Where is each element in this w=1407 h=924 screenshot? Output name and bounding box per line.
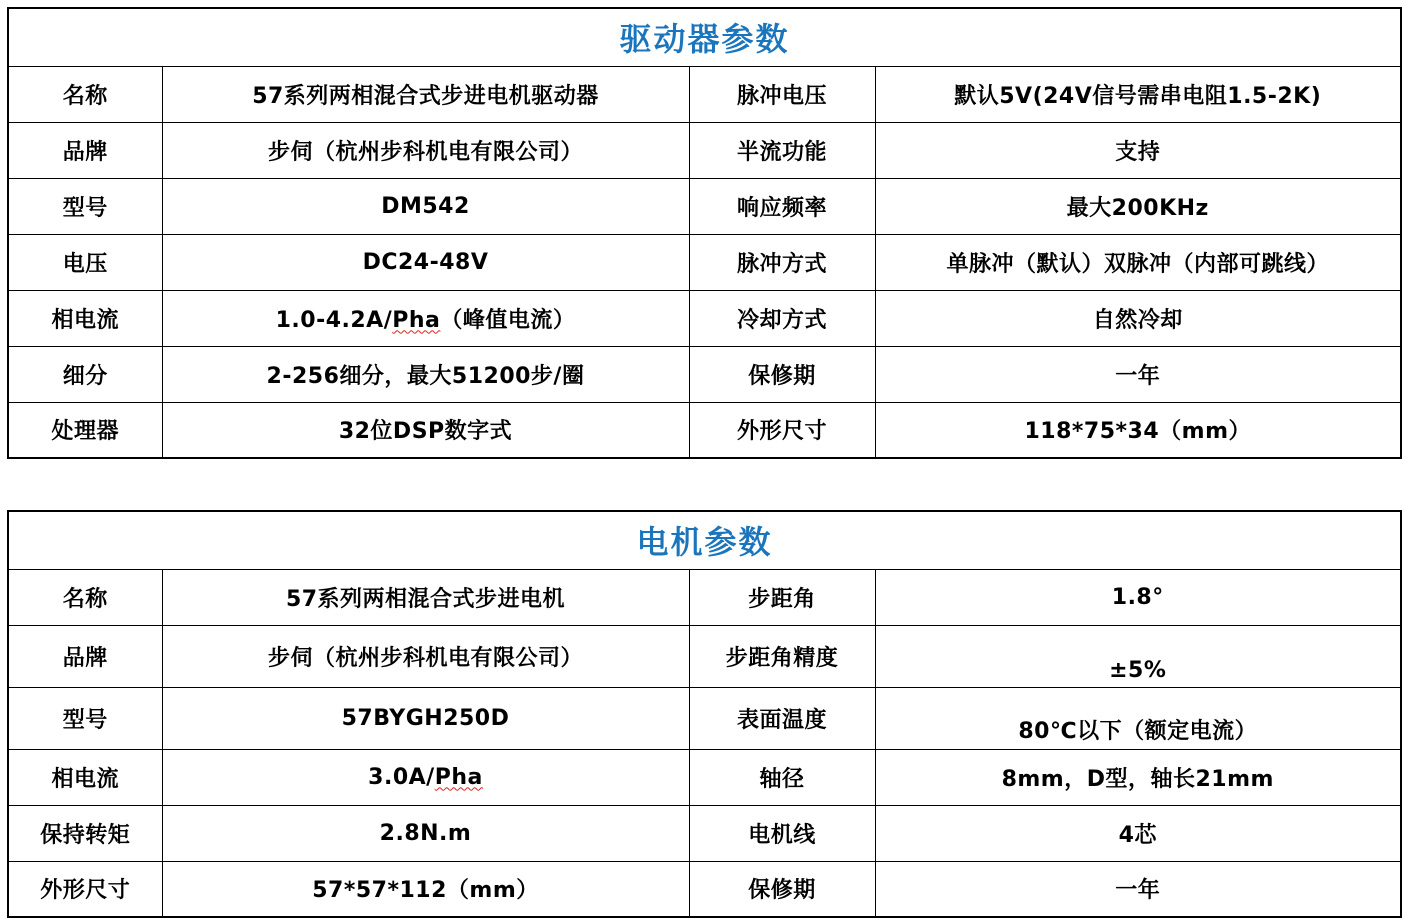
table-row <box>8 402 1401 458</box>
param-value: 一年 <box>875 346 1401 402</box>
param-label: 电压 <box>8 234 162 290</box>
table-row <box>8 66 1401 122</box>
param-label: 轴径 <box>689 749 875 805</box>
param-value: DM542 <box>162 178 689 234</box>
param-label: 外形尺寸 <box>689 402 875 458</box>
param-label: 处理器 <box>8 402 162 458</box>
table-title: 驱动器参数 <box>8 8 1401 66</box>
param-value: 57BYGH250D <box>162 687 689 749</box>
table-title-row <box>8 8 1401 66</box>
table-row <box>8 178 1401 234</box>
param-value: 118*75*34（mm） <box>875 402 1401 458</box>
param-value: ±5% <box>875 625 1401 687</box>
param-value: 57系列两相混合式步进电机驱动器 <box>162 66 689 122</box>
param-label: 脉冲方式 <box>689 234 875 290</box>
param-value: 32位DSP数字式 <box>162 402 689 458</box>
param-value: 57*57*112（mm） <box>162 861 689 917</box>
param-value: 4芯 <box>875 805 1401 861</box>
param-label: 保持转矩 <box>8 805 162 861</box>
table-row <box>8 346 1401 402</box>
param-value: 自然冷却 <box>875 290 1401 346</box>
param-label: 电机线 <box>689 805 875 861</box>
param-label: 名称 <box>8 66 162 122</box>
spellcheck-underlined-text: Pha <box>392 307 441 333</box>
param-value <box>162 290 689 346</box>
value-part: 1.0-4.2A/ <box>275 307 393 333</box>
param-value: 单脉冲（默认）双脉冲（内部可跳线） <box>875 234 1401 290</box>
param-label: 细分 <box>8 346 162 402</box>
param-value: 8mm，D型，轴长21mm <box>875 749 1401 805</box>
param-label: 品牌 <box>8 625 162 687</box>
param-label: 步距角精度 <box>689 625 875 687</box>
table-title-row <box>8 511 1401 569</box>
param-value: DC24-48V <box>162 234 689 290</box>
driver-params-table <box>7 7 1402 459</box>
table-row <box>8 290 1401 346</box>
param-value: 步伺（杭州步科机电有限公司） <box>162 122 689 178</box>
param-label: 相电流 <box>8 290 162 346</box>
param-label: 表面温度 <box>689 687 875 749</box>
motor-params-table <box>7 510 1402 918</box>
table-title: 电机参数 <box>8 511 1401 569</box>
param-label: 步距角 <box>689 569 875 625</box>
param-value: 2-256细分，最大51200步/圈 <box>162 346 689 402</box>
param-value: 一年 <box>875 861 1401 917</box>
param-value: 57系列两相混合式步进电机 <box>162 569 689 625</box>
table-row <box>8 861 1401 917</box>
param-label: 响应频率 <box>689 178 875 234</box>
table-row <box>8 122 1401 178</box>
param-value: 最大200KHz <box>875 178 1401 234</box>
param-label: 脉冲电压 <box>689 66 875 122</box>
table-row <box>8 569 1401 625</box>
value-part: 3.0A/ <box>368 764 435 790</box>
param-label: 型号 <box>8 178 162 234</box>
param-label: 半流功能 <box>689 122 875 178</box>
param-value: 2.8N.m <box>162 805 689 861</box>
param-value: 支持 <box>875 122 1401 178</box>
param-value: 步伺（杭州步科机电有限公司） <box>162 625 689 687</box>
param-label: 名称 <box>8 569 162 625</box>
param-label: 品牌 <box>8 122 162 178</box>
param-label: 外形尺寸 <box>8 861 162 917</box>
param-value: 默认5V(24V信号需串电阻1.5-2K) <box>875 66 1401 122</box>
table-row <box>8 625 1401 687</box>
param-value: 1.8° <box>875 569 1401 625</box>
param-label: 保修期 <box>689 346 875 402</box>
param-label: 冷却方式 <box>689 290 875 346</box>
param-label: 相电流 <box>8 749 162 805</box>
spellcheck-underlined-text: Pha <box>434 764 483 790</box>
param-value <box>162 749 689 805</box>
table-row <box>8 234 1401 290</box>
table-row <box>8 687 1401 749</box>
table-row <box>8 805 1401 861</box>
table-row <box>8 749 1401 805</box>
param-label: 型号 <box>8 687 162 749</box>
param-label: 保修期 <box>689 861 875 917</box>
value-part: （峰值电流） <box>440 307 576 333</box>
param-value: 80℃以下（额定电流） <box>875 687 1401 749</box>
